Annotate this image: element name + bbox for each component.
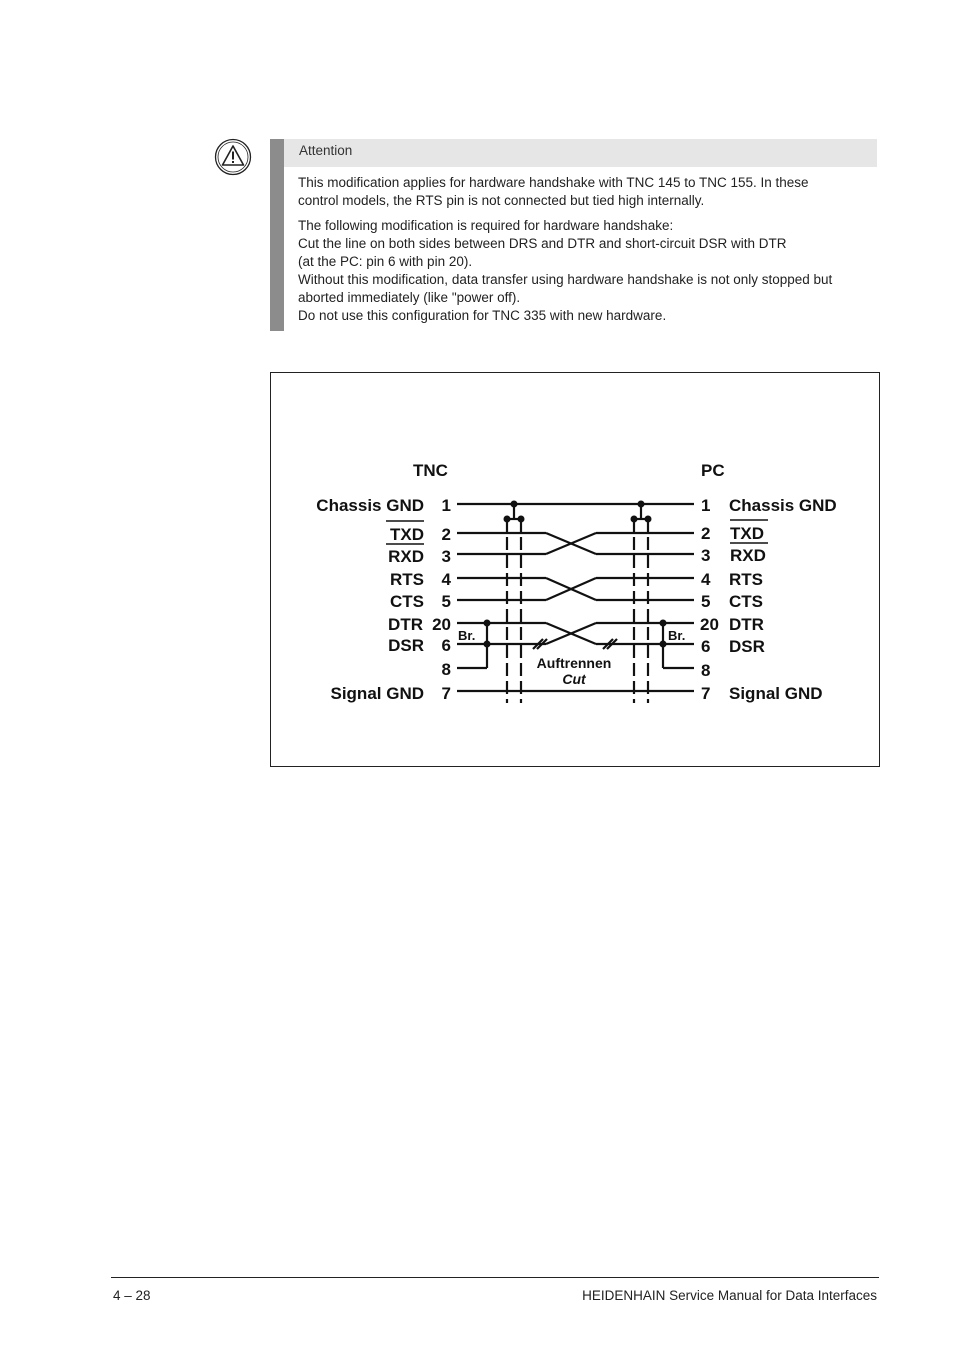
- cut-label-german: Auftrennen: [536, 655, 612, 671]
- right-signal-label: TXD: [730, 524, 764, 543]
- left-pin-number: 5: [441, 592, 451, 611]
- left-pin-number: 2: [441, 525, 451, 544]
- left-signal-label: Chassis GND: [316, 496, 424, 515]
- footer-title: HEIDENHAIN Service Manual for Data Interfaces: [582, 1288, 877, 1303]
- right-signal-label: DSR: [729, 637, 765, 656]
- right-pin-number: 8: [701, 661, 711, 680]
- right-pin-number: 3: [701, 546, 711, 565]
- right-signal-label: RTS: [729, 570, 763, 589]
- left-pin-numbers: [432, 496, 451, 703]
- right-signal-label: Signal GND: [729, 684, 823, 703]
- cut-label-english: Cut: [562, 671, 586, 687]
- left-pin-number: 3: [441, 547, 451, 566]
- right-signal-label: RXD: [730, 546, 766, 565]
- left-pin-number: 20: [432, 615, 451, 634]
- left-pin-number: 6: [441, 636, 451, 655]
- bridge-label-left: Br.: [458, 628, 476, 643]
- left-signal-labels: [316, 496, 424, 703]
- left-signal-label: TXD: [390, 525, 424, 544]
- left-pin-number: 1: [441, 496, 451, 515]
- left-pin-number: 7: [441, 684, 451, 703]
- right-pin-number: 1: [701, 496, 711, 515]
- left-signal-label: RXD: [388, 547, 424, 566]
- right-pin-number: 4: [701, 570, 711, 589]
- right-pin-number: 5: [701, 592, 711, 611]
- right-pin-number: 20: [700, 615, 719, 634]
- left-signal-label: DTR: [388, 615, 423, 634]
- right-signal-label: Chassis GND: [729, 496, 837, 515]
- right-pin-numbers: [700, 496, 719, 703]
- left-pin-number: 4: [441, 570, 451, 589]
- pc-header: PC: [701, 461, 725, 480]
- right-signal-labels: [729, 496, 837, 703]
- right-signal-label: DTR: [729, 615, 764, 634]
- wiring-diagram-svg: [271, 373, 879, 766]
- left-signal-label: RTS: [390, 570, 424, 589]
- left-pin-number: 8: [441, 660, 451, 679]
- wiring-diagram: [270, 372, 880, 767]
- attention-paragraph-2: The following modification is required for hardware handshake: Cut the line on both sides between DRS and DTR and short-circuit DSR with DTR (at the PC: pin 6 with pin 20). Without this modification, data transfer using hardware handshake is not only stopped but aborted immediately (like "power off). Do not use this configuration for TNC 335 with new hardware.: [298, 218, 833, 323]
- right-pin-number: 7: [701, 684, 711, 703]
- attention-heading: Attention: [284, 139, 877, 167]
- left-signal-label: Signal GND: [330, 684, 424, 703]
- warning-icon: [214, 138, 252, 176]
- left-signal-label: DSR: [388, 636, 424, 655]
- right-pin-number: 2: [701, 524, 711, 543]
- right-pin-number: 6: [701, 637, 711, 656]
- page-number: 4 – 28: [113, 1288, 151, 1303]
- tnc-header: TNC: [413, 461, 448, 480]
- attention-body: [298, 174, 880, 332]
- bridge-label-right: Br.: [668, 628, 686, 643]
- right-signal-label: CTS: [729, 592, 763, 611]
- left-signal-label: CTS: [390, 592, 424, 611]
- junction-dots: [484, 501, 667, 648]
- attention-bar: [270, 139, 284, 331]
- attention-paragraph-1: This modification applies for hardware handshake with TNC 145 to TNC 155. In these control models, the RTS pin is not connected but tied high internally.: [298, 175, 809, 208]
- footer-rule: [111, 1277, 879, 1278]
